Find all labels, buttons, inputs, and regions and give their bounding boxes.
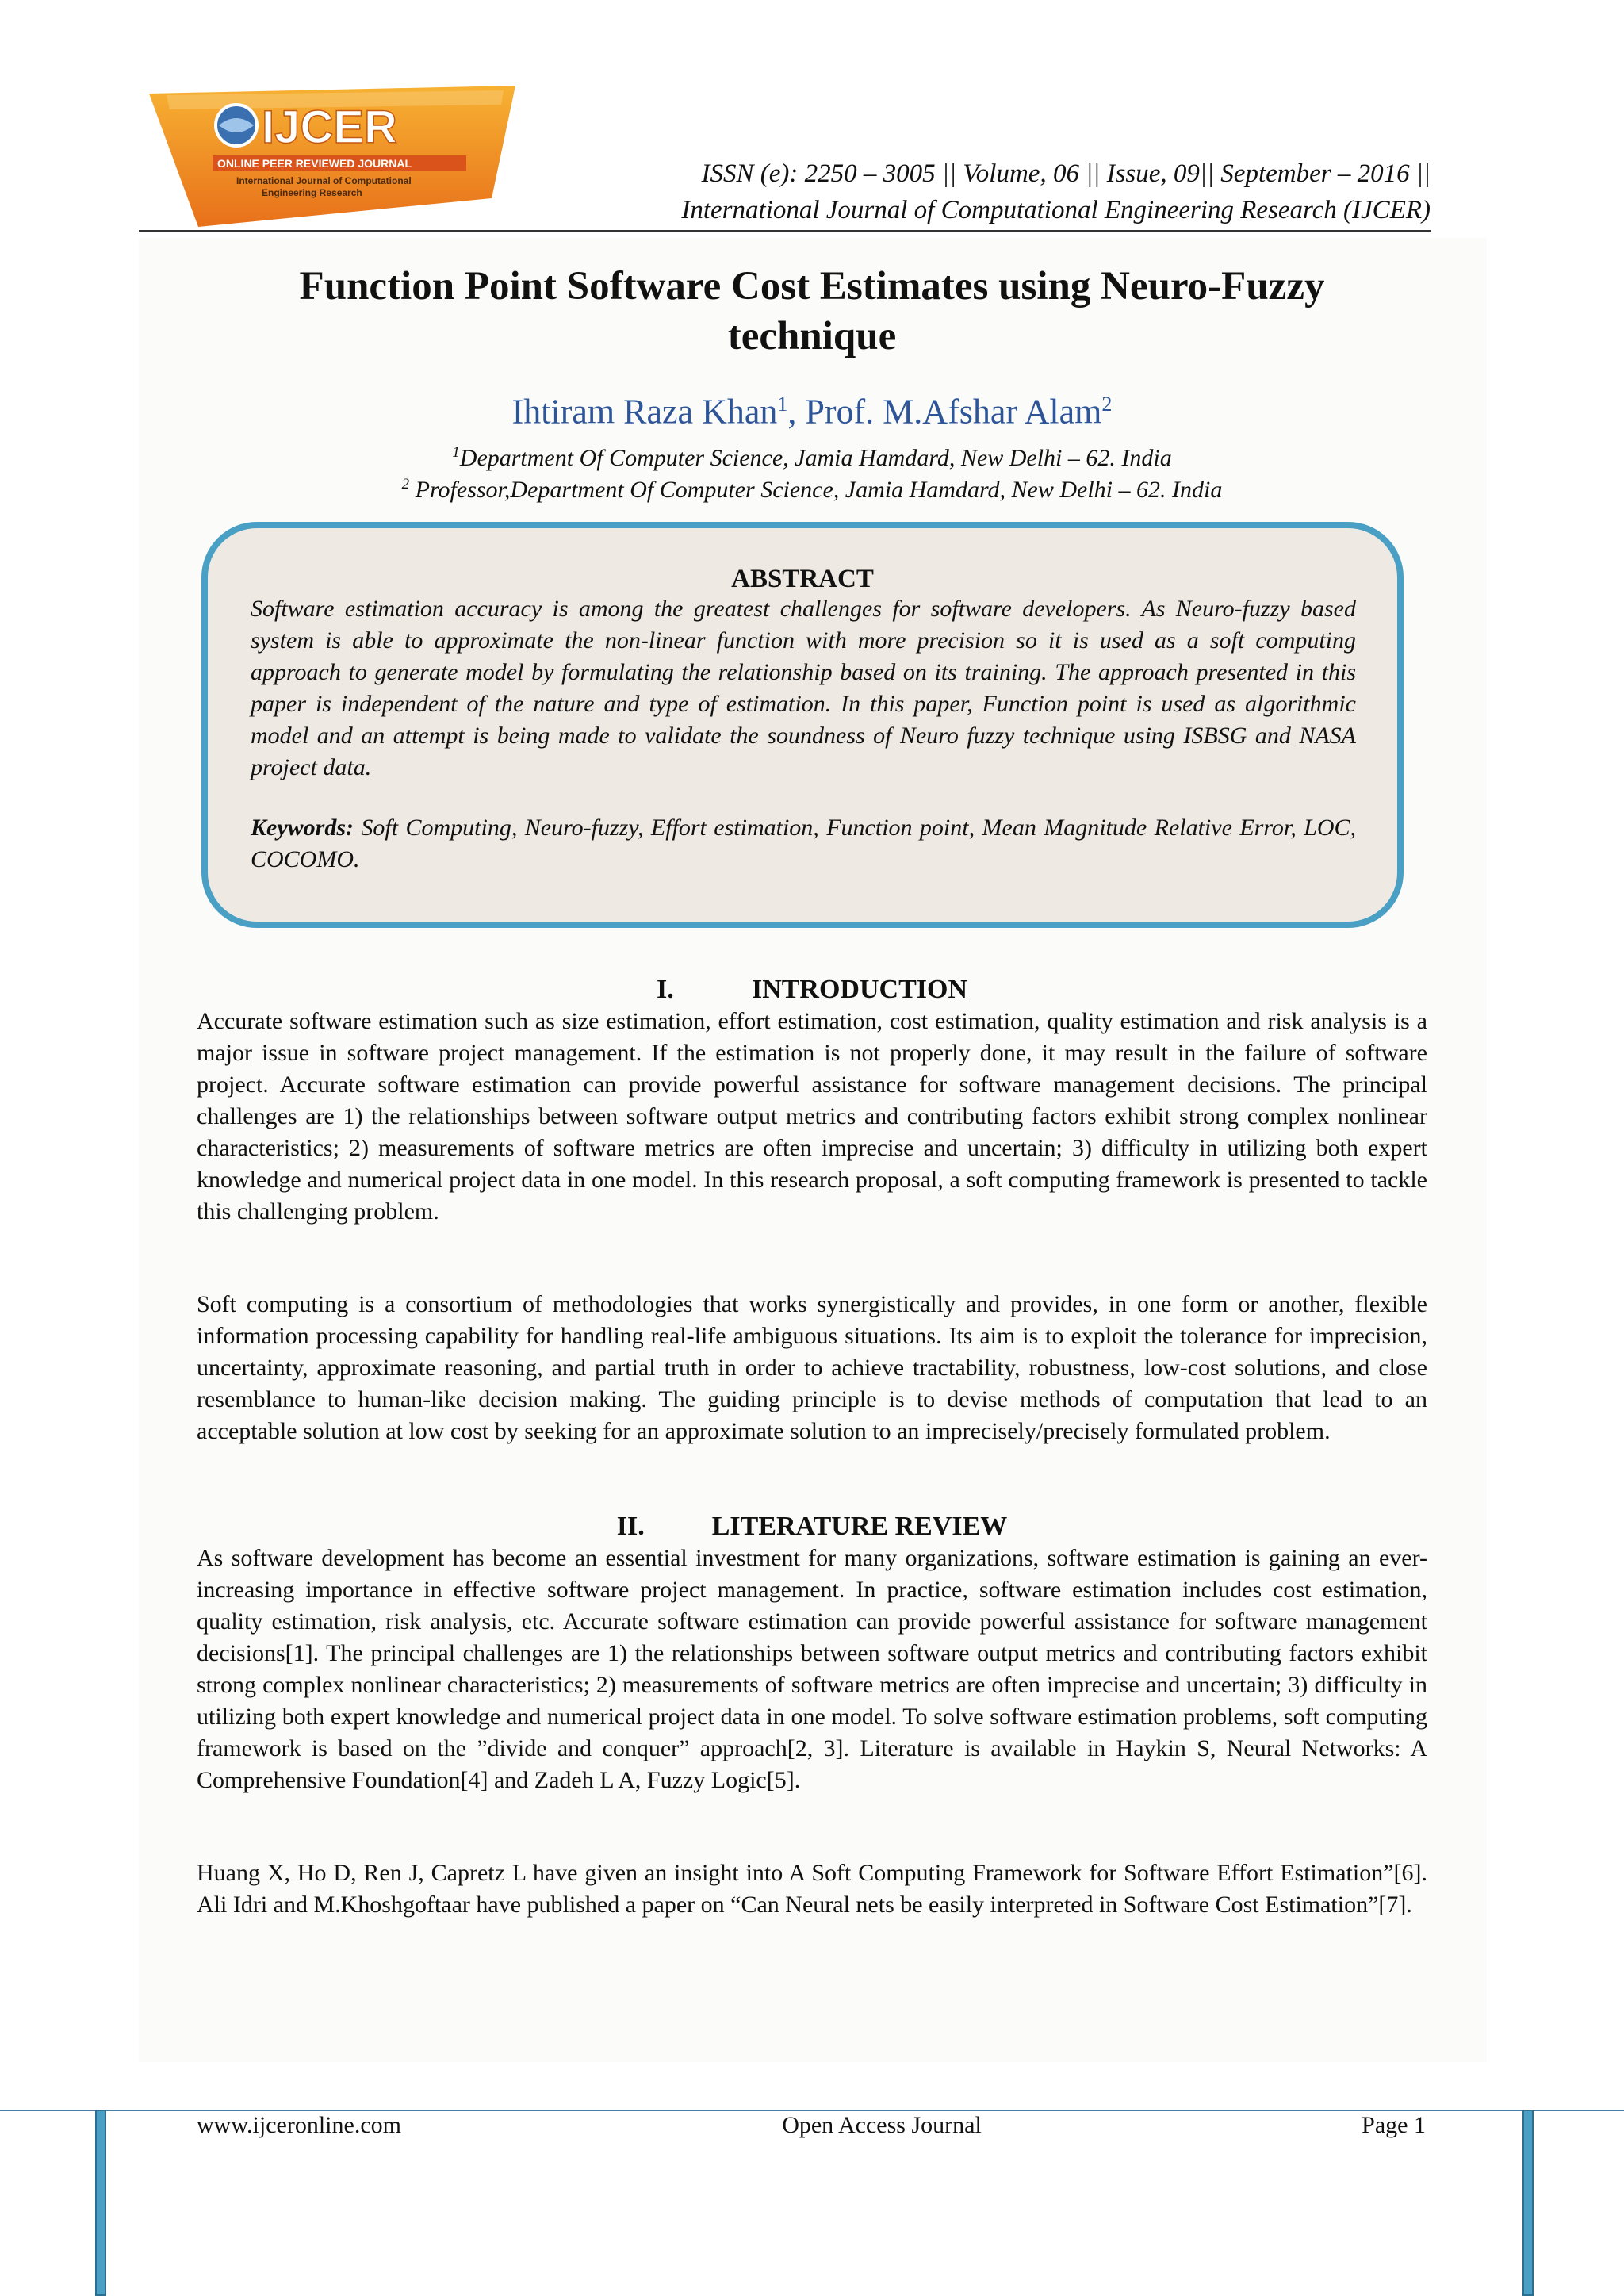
section-number: II. <box>616 1512 645 1541</box>
ijcer-logo <box>143 79 535 230</box>
paper-title-line2: technique <box>727 314 897 358</box>
paper-title-line1: Function Point Software Cost Estimates using Neuro-Fuzzy <box>299 264 1325 309</box>
issn-line: ISSN (e): 2250 – 3005 || Volume, 06 || Issue, 09|| September – 2016 || <box>701 159 1431 188</box>
abstract-box <box>201 522 1404 928</box>
logo-subtitle-line1: International Journal of Computational <box>236 175 412 186</box>
footer-page-number: Page 1 <box>1362 2112 1426 2138</box>
footer-website-link[interactable]: www.ijceronline.com <box>197 2112 401 2138</box>
affiliation-2-ref: 2 <box>401 476 410 493</box>
journal-header <box>638 155 1431 228</box>
abstract-text: Software estimation accuracy is among the greatest challenges for software developers. As Neuro-fuzzy based system is able to approximate the non-linear function with more precision so it is used as a soft computing approach to generate model by formulating the relationship based on its training. The approach presented in this paper is independent of the nature and type of estimation. In this paper, Function point is used as algorithmic model and an attempt is being made to validate the soundness of Neuro fuzzy technique using ISBSG and NASA project data. <box>251 596 1356 780</box>
logo-subtitle-line2: Engineering Research <box>262 187 362 198</box>
svg-text:IJCER: IJCER <box>262 102 397 153</box>
paper-title <box>190 262 1434 362</box>
section-heading-introduction <box>197 974 1427 1006</box>
keywords-text: Soft Computing, Neuro-fuzzy, Effort estimation, Function point, Mean Magnitude Relative Error, LOC, COCOMO. <box>251 815 1356 872</box>
author-1: Ihtiram Raza Khan <box>511 392 778 431</box>
author-list <box>190 382 1434 435</box>
section-number: I. <box>656 975 674 1004</box>
author-2: Prof. M.Afshar Alam <box>805 392 1102 431</box>
keywords-label: Keywords: <box>251 815 354 841</box>
keywords <box>251 812 1356 876</box>
author-2-affil-ref: 2 <box>1101 393 1113 416</box>
section-title: INTRODUCTION <box>751 975 968 1004</box>
author-1-affil-ref: 1 <box>777 393 788 416</box>
author-separator: , <box>787 392 806 431</box>
header-divider <box>139 230 1431 232</box>
abstract-heading: ABSTRACT <box>731 565 874 593</box>
section-heading-literature-review <box>197 1511 1427 1543</box>
journal-name-line: International Journal of Computational Engineering Research (IJCER) <box>681 196 1431 224</box>
affiliation-2 <box>190 470 1434 505</box>
section-title: LITERATURE REVIEW <box>711 1512 1008 1541</box>
affiliation-1 <box>190 438 1434 473</box>
affiliation-2-text: Professor,Department Of Computer Science, Jamia Hamdard, New Delhi – 62. India <box>409 477 1223 503</box>
footer-open-access: Open Access Journal <box>782 2112 982 2138</box>
paragraph: Huang X, Ho D, Ren J, Capretz L have given an insight into A Soft Computing Framework for Software Effort Estimation”[6]. Ali Idri and M.Khoshgoftaar have published a paper on “Can Neural nets be easily interpreted in Software Cost Estimation”[7]. <box>197 1860 1427 1918</box>
affiliation-1-ref: 1 <box>452 444 460 461</box>
paragraph: As software development has become an essential investment for many organizations, software estimation is gaining an ever-increasing importance in effective software project management. In practice, software estimation includes cost estimation, quality estimation, risk analysis, etc. Accurate software estimation can provide powerful assistance for software management decisions[1]. The principal challenges are 1) the relationships between software output metrics and contributing factors exhibit strong complex nonlinear characteristics; 2) measurements of software metrics are often imprecise and uncertain; 3) difficulty in utilizing both expert knowledge and numerical project data in one model. To solve software estimation problems, soft computing framework is based on the ”divide and conquer” approach[2, 3]. Literature is available in Haykin S, Neural Networks: A Comprehensive Foundation[4] and Zadeh L A, Fuzzy Logic[5]. <box>197 1545 1427 1793</box>
affiliation-1-text: Department Of Computer Science, Jamia Hamdard, New Delhi – 62. India <box>459 445 1172 471</box>
paragraph: Accurate software estimation such as size estimation, effort estimation, cost estimation, quality estimation and risk analysis is a major issue in software project management. If the estimation is not properly done, it may result in the failure of software project. Accurate software estimation can provide powerful assistance for software management decisions. The principal challenges are 1) the relationships between software output metrics and contributing factors exhibit strong complex nonlinear characteristics; 2) measurements of software metrics are often imprecise and uncertain; 3) difficulty in utilizing both expert knowledge and numerical project data in one model. In this research proposal, a soft computing framework is presented to tackle this challenging problem. <box>197 1008 1427 1225</box>
logo-tagline: ONLINE PEER REVIEWED JOURNAL <box>217 157 412 170</box>
paragraph: Soft computing is a consortium of methodologies that works synergistically and provides, in one form or another, flexible information processing capability for handling real-life ambiguous situations. Its aim is to exploit the tolerance for imprecision, uncertainty, approximate reasoning, and partial truth in order to achieve tractability, robustness, low-cost solutions, and close resemblance to human-like decision making. The guiding principle is to devise methods of computation that lead to an acceptable solution at low cost by seeking for an approximate solution to an imprecisely/precisely formulated problem. <box>197 1291 1427 1444</box>
